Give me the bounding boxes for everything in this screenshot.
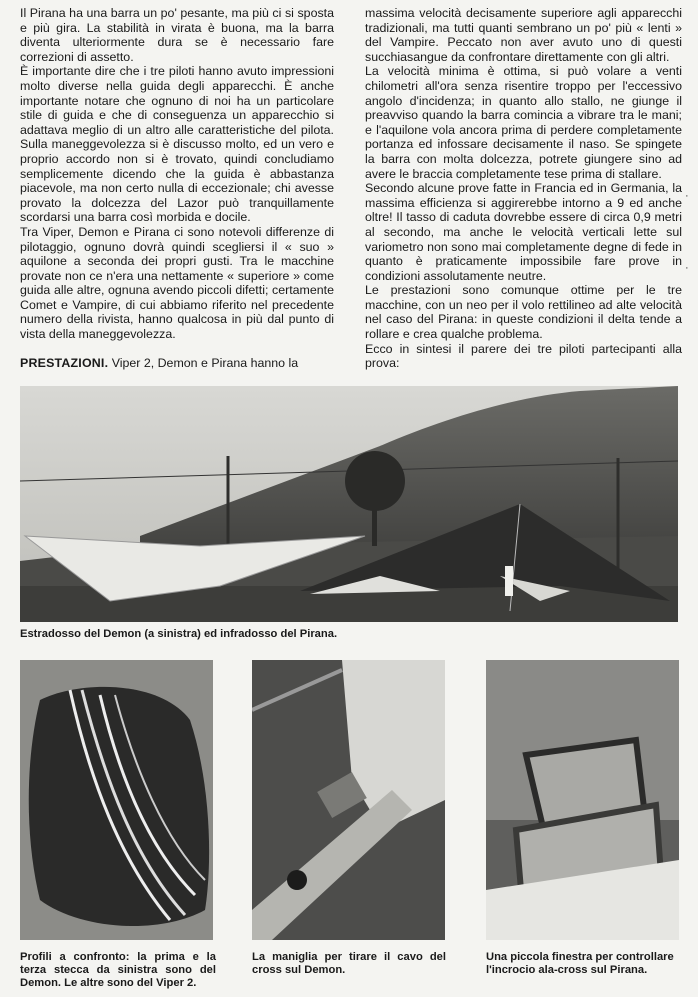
- section-lead: [20, 356, 334, 371]
- photo-battens-image: [20, 660, 213, 940]
- section-heading: PRESTAZIONI.: [20, 355, 109, 370]
- paragraph: La velocità minima è ottima, si può volare a venti chilometri all'ora senza risentire troppo per l'eccessivo angolo d'incidenza; in quanto allo stallo, ne giunge il preavviso quando la barra comincia a vibrare tra le mani; e l'aquilone vola ancora prima di perdere completamente portanza ed infossare decisamente il naso. Se spingete la barra con molta dolcezza, potrete giungere sino ad avere le braccia completamente tese prima di stallare.: [365, 64, 682, 181]
- caption-battens-photo: Profili a confronto: la prima e la terza stecca da sinistra sono del Demon. Le altre sono del Viper 2.: [20, 951, 216, 989]
- photo-battens: [20, 660, 213, 940]
- caption-main-photo: Estradosso del Demon (a sinistra) ed infradosso del Pirana.: [20, 628, 338, 640]
- article-column-left: [20, 6, 334, 370]
- paragraph: Ecco in sintesi il parere dei tre piloti partecipanti alla prova:: [365, 341, 682, 371]
- section-lead-text: Viper 2, Demon e Pirana hanno la: [111, 355, 299, 370]
- article-column-right: [365, 6, 682, 371]
- photo-window: [486, 660, 679, 940]
- margin-mark: ·: [685, 262, 689, 274]
- caption-window-photo: Una piccola finestra per controllare l'incrocio ala-cross sul Pirana.: [486, 951, 674, 976]
- photo-cross-handle: [252, 660, 445, 940]
- paragraph: massima velocità decisamente superiore agli apparecchi tradizionali, ma tutti quanti sembrano un po' più « lenti » del Vampire. Peccato non aver avuto uno di questi succhiasangue da confrontare direttamente con gli altri.: [365, 6, 682, 64]
- photo-gliders-field: [20, 386, 678, 622]
- paragraph: Le prestazioni sono comunque ottime per le tre macchine, con un neo per il volo rettilineo ad alte velocità nel caso del Pirana: in queste condizioni il delta tende a rollare e crea qualche problema.: [365, 283, 682, 342]
- photo-gliders-image: [20, 386, 678, 622]
- caption-cross-handle-photo: La maniglia per tirare il cavo del cross sul Demon.: [252, 951, 446, 976]
- paragraph: Tra Viper, Demon e Pirana ci sono notevoli differenze di pilotaggio, ognuno dovrà quindi scegliersi il « suo » aquilone a seconda dei propri gusti. Tra le macchine provate non ce n'era una nettamente « superiore » come guida alle altre, ognuna avendo piccoli difetti; certamente Comet e Vampire, di cui abbiamo riferito nel precedente numero della rivista, hanno qualcosa in più dal punto di vista della maneggevolezza.: [20, 224, 334, 342]
- paragraph: Il Pirana ha una barra un po' pesante, ma più ci si sposta e più gira. La stabilità in virata è buona, ma la barra diventa ulteriormente dura se è necessario fare correzioni di assetto.: [20, 6, 334, 64]
- margin-mark: ·: [685, 190, 689, 202]
- paragraph: È importante dire che i tre piloti hanno avuto impressioni molto diverse nella guida degli apparecchi. È anche importante notare che ognuno di noi ha un particolare stile di guida e che di conseguenza un apparecchio si adattava meglio di un altro alle caratteristiche del pilota. Sulla maneggevolezza si è discusso molto, ed un vero e proprio accordo non si è trovato, quindi concludiamo semplicemente dicendo che la guida è abbastanza piacevole, ma non certo nulla di eccezionale; chi avesse provato la dolcezza del Lazor può tranquillamente scordarsi una barra così morbida e docile.: [20, 64, 334, 225]
- paragraph: Secondo alcune prove fatte in Francia ed in Germania, la massima efficienza si aggirerebbe intorno a 9 ed anche oltre! Il tasso di caduta dovrebbe essere di circa 0,9 metri al secondo, ma anche le velocità verticali lette sul variometro non sono mai completamente degne di fede in quanto è praticamente impossibile fare prove in condizioni assolutamente neutre.: [365, 181, 682, 283]
- photo-cross-handle-image: [252, 660, 445, 940]
- photo-window-image: [486, 660, 679, 940]
